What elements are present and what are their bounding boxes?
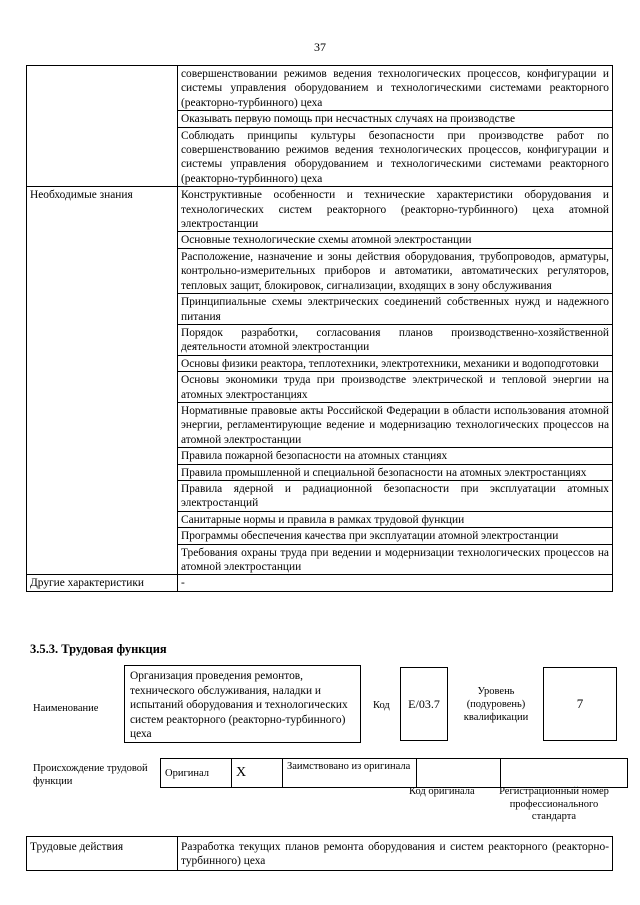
table-row bbox=[27, 837, 613, 871]
actions-label: Трудовые действия bbox=[27, 837, 178, 871]
row-text: Соблюдать принципы культуры безопасности при производстве работ по совершенствованию режимов ведения технологических процессов, конфигурации и системы управления оборудованием и технологическими системами реакторного (реакторно-турбинного) цеха bbox=[178, 127, 613, 187]
page-number: 37 bbox=[314, 40, 326, 54]
row-text: Принципиальные схемы электрических соединений собственных нужд и надежного питания bbox=[178, 294, 613, 325]
row-text: Правила пожарной безопасности на атомных станциях bbox=[178, 448, 613, 464]
code-value: E/03.7 bbox=[400, 667, 448, 741]
row-label: Необходимые знания bbox=[27, 187, 178, 575]
row-text: Основы экономики труда при производстве электрической и тепловой энергии на атомных электростанциях bbox=[178, 372, 613, 403]
row-text: Основные технологические схемы атомной электростанции bbox=[178, 232, 613, 248]
actions-text: Разработка текущих планов ремонта оборудования и систем реакторного (реакторно-турбинного) цеха bbox=[178, 837, 613, 871]
level-label: Уровень (подуровень) квалификации bbox=[463, 686, 529, 723]
actions-table bbox=[26, 836, 613, 871]
original-label: Оригинал bbox=[161, 759, 232, 788]
code-original-cell bbox=[417, 759, 501, 788]
section-title: 3.5.3. Трудовая функция bbox=[30, 642, 167, 656]
row-text: Правила промышленной и специальной безопасности на атомных электростанциях bbox=[178, 464, 613, 480]
row-text: Требования охраны труда при ведении и модернизации технологических процессов на атомной электростанции bbox=[178, 544, 613, 575]
table-row bbox=[27, 187, 613, 232]
reg-number-label: Регистрационный номер профессионального стандарта bbox=[499, 786, 609, 822]
level-value: 7 bbox=[543, 667, 617, 741]
origin-table bbox=[160, 758, 628, 788]
row-text: - bbox=[178, 575, 613, 591]
borrowed-label: Заимствовано из оригинала bbox=[283, 759, 417, 788]
row-text: Правила ядерной и радиационной безопасности при эксплуатации атомных электростанций bbox=[178, 480, 613, 511]
name-label: Наименование bbox=[33, 703, 99, 714]
table-row bbox=[27, 66, 613, 111]
origin-label: Происхождение трудовой функции bbox=[33, 763, 148, 787]
row-text: Программы обеспечения качества при эксплуатации атомной электростанции bbox=[178, 528, 613, 544]
reg-number-cell bbox=[501, 759, 628, 788]
row-text: совершенствовании режимов ведения технологических процессов, конфигурации и системы управления оборудованием и технологическими системами реакторного (реакторно-турбинного) цеха bbox=[178, 66, 613, 111]
code-original-label: Код оригинала bbox=[409, 786, 475, 797]
table-row bbox=[27, 575, 613, 591]
row-text: Санитарные нормы и правила в рамках трудовой функции bbox=[178, 511, 613, 527]
code-label: Код bbox=[373, 700, 390, 711]
row-text: Основы физики реактора, теплотехники, электротехники, механики и водоподготовки bbox=[178, 355, 613, 371]
row-text: Оказывать первую помощь при несчастных случаях на производстве bbox=[178, 111, 613, 127]
original-mark: X bbox=[232, 759, 283, 788]
row-text: Конструктивные особенности и технические характеристики оборудования и технологических систем реакторного (реакторно-турбинного) цеха атомной электростанции bbox=[178, 187, 613, 232]
row-text: Расположение, назначение и зоны действия оборудования, трубопроводов, арматуры, контрольно-измерительных приборов и автоматики, автоматических регуляторов, тепловых защит, блокировок, сигнализации, входящих в зону обслуживания bbox=[178, 248, 613, 293]
row-text: Нормативные правовые акты Российской Федерации в области использования атомной энергии, регламентирующие ведение и модернизацию технологических процессов на атомной электростанции bbox=[178, 402, 613, 447]
name-value: Организация проведения ремонтов, технического обслуживания, наладки и испытаний оборудования и технологических систем реакторного (реакторно-турбинного) цеха bbox=[124, 665, 361, 743]
knowledge-table bbox=[26, 65, 613, 592]
row-label bbox=[27, 66, 178, 187]
row-label: Другие характеристики bbox=[27, 575, 178, 591]
row-text: Порядок разработки, согласования планов производственно-хозяйственной деятельности атомной электростанции bbox=[178, 324, 613, 355]
